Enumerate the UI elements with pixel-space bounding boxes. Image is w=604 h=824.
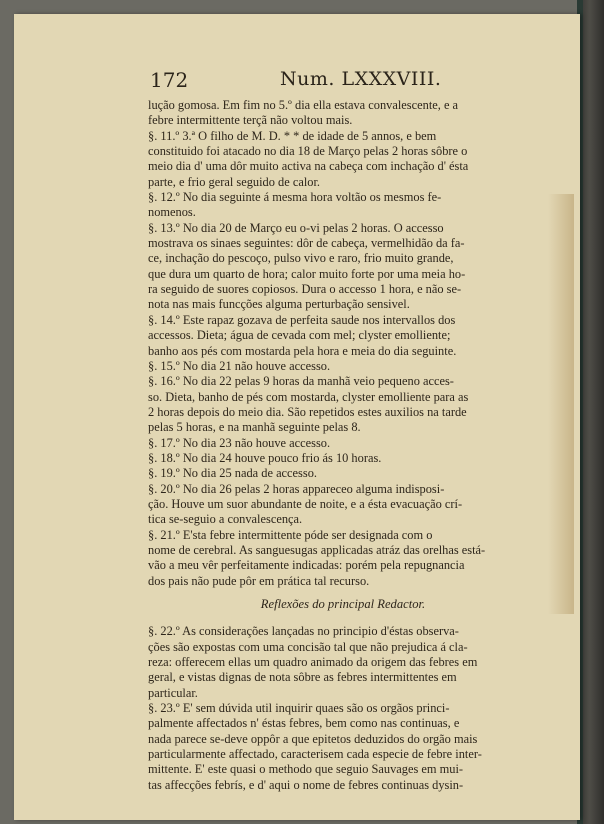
text-line: reza: offerecem ellas um quadro animado da origem das febres em xyxy=(148,655,478,670)
text-line: §. 21.º E'sta febre intermittente póde ser designada com o xyxy=(148,527,433,542)
text-line: banho aos pés com mostarda pela hora e meia do dia seguinte. xyxy=(148,343,457,358)
text-line: nada parece se-deve oppôr a que epitetos deduzidos do orgão mais xyxy=(148,731,478,746)
text-line: §. 12.º No dia seguinte á mesma hora voltão os mesmos fe- xyxy=(148,190,442,205)
running-head: Num. LXXXVIII. xyxy=(280,68,442,90)
text-line: constituido foi atacado no dia 18 de Março pelas 2 horas sôbre o xyxy=(148,144,468,159)
text-line: §. 16.º No dia 22 pelas 9 horas da manhã veio pequeno acces- xyxy=(148,374,454,389)
page-number: 172 xyxy=(150,68,189,92)
text-line: §. 22.º As considerações lançadas no principio d'éstas observa- xyxy=(148,624,459,639)
text-line: §. 15.º No dia 21 não houve accesso. xyxy=(148,358,331,373)
body-text xyxy=(148,98,538,793)
text-line: §. 14.º Este rapaz gozava de perfeita saude nos intervallos dos xyxy=(148,312,456,327)
book-spine xyxy=(580,0,604,824)
page-header xyxy=(150,64,550,100)
text-line: §. 20.º No dia 26 pelas 2 horas appareceo alguma indisposi- xyxy=(148,481,445,496)
text-line: §. 13.º No dia 20 de Março eu o-vi pelas 2 horas. O accesso xyxy=(148,220,444,235)
text-line: ções são expostas com uma concisão tal que não prejudica á cla- xyxy=(148,639,468,654)
text-line: dos pais não pude pôr em prática tal recurso. xyxy=(148,573,370,588)
text-line: mittente. E' este quasi o methodo que seguio Sauvages em mui- xyxy=(148,762,464,777)
text-line: particularmente affectado, caracterisem cada especie de febre inter- xyxy=(148,747,482,762)
text-line: pelas 5 horas, e na manhã seguinte pelas 8. xyxy=(148,420,361,435)
text-line: §. 18.º No dia 24 houve pouco frio ás 10 horas. xyxy=(148,450,382,465)
page-stain xyxy=(548,194,574,614)
section-title: Reflexões do principal Redactor. xyxy=(260,597,426,611)
text-line: vão a meu vêr perfeitamente indicadas: porém pela repugnancia xyxy=(148,558,465,573)
text-line: ção. Houve um suor abundante de noite, e a ésta evacuação crí- xyxy=(148,496,463,511)
text-line: geral, e vistas dignas de nota sôbre as febres intermittentes em xyxy=(148,670,457,685)
text-line: §. 11.º 3.ª O filho de M. D. * * de idade de 5 annos, e bem xyxy=(148,128,437,143)
text-line: nomenos. xyxy=(148,205,196,220)
text-line: accessos. Dieta; água de cevada com mel; clyster emolliente; xyxy=(148,328,451,343)
text-line: §. 19.º No dia 25 nada de accesso. xyxy=(148,466,317,481)
text-line: tas affecções febrís, e d' aqui o nome de febres continuas dysin- xyxy=(148,777,464,792)
text-line: parte, e frio geral seguido de calor. xyxy=(148,174,321,189)
text-line: tica se-seguio a convalescença. xyxy=(148,512,303,527)
text-line: so. Dieta, banho de pés com mostarda, clyster emolliente para as xyxy=(148,389,469,404)
text-line: §. 17.º No dia 23 não houve accesso. xyxy=(148,435,331,450)
text-line: que dura um quarto de hora; calor muito forte por uma meia ho- xyxy=(148,266,466,281)
text-line: nome de cerebral. As sanguesugas applicadas atráz das orelhas está- xyxy=(148,542,486,557)
text-line: ce, inchação do pescoço, pulso vivo e raro, frio muito grande, xyxy=(148,251,454,266)
text-line: nota nas mais funcções alguma perturbação sensivel. xyxy=(148,297,410,312)
text-line: mostrava os sinaes seguintes: dôr de cabeça, vermelhidão da fa- xyxy=(148,236,465,251)
text-line: lução gomosa. Em fim no 5.º dia ella estava convalescente, e a xyxy=(148,98,459,112)
text-line: 2 horas depois do meio dia. São repetidos estes auxilios na tarde xyxy=(148,404,467,419)
text-line: ra seguido de suores copiosos. Dura o accesso 1 hora, e não se- xyxy=(148,282,462,297)
text-line: febre intermittente terçã não voltou mais. xyxy=(148,113,353,128)
text-line: §. 23.º E' sem dúvida util inquirir quaes são os orgãos princi- xyxy=(148,701,450,716)
text-line: palmente affectados n' éstas febres, bem como nas continuas, e xyxy=(148,716,460,731)
text-line: particular. xyxy=(148,685,198,700)
text-line: meio dia d' uma dôr muito activa na cabeça com inchação d' ésta xyxy=(148,159,469,174)
